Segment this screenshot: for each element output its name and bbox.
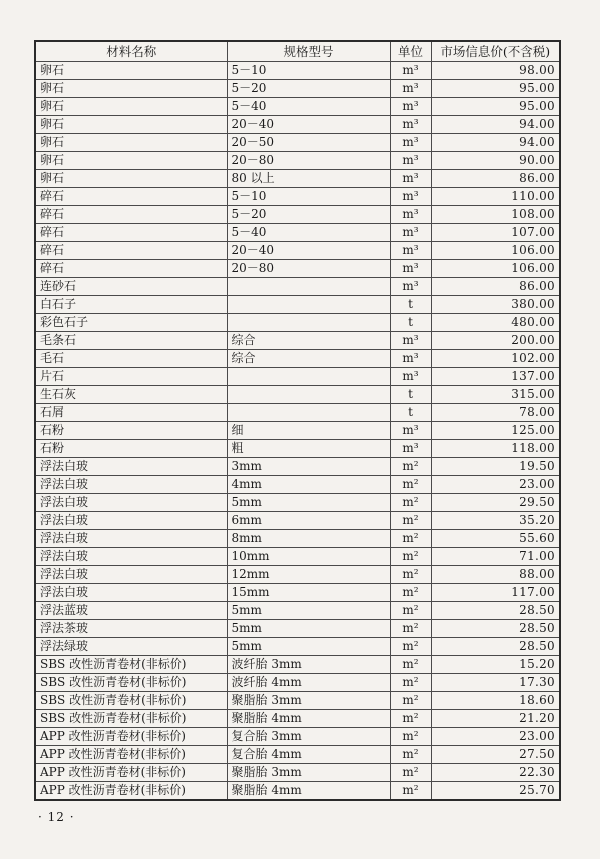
spec-cell: 10mm: [227, 547, 390, 565]
material-name-cell: 连砂石: [35, 277, 227, 295]
table-row: [35, 781, 560, 800]
material-name-cell: 石屑: [35, 403, 227, 421]
unit-cell: m³: [390, 241, 431, 259]
price-cell: 18.60: [431, 691, 560, 709]
spec-cell: [227, 367, 390, 385]
material-name-cell: 石粉: [35, 439, 227, 457]
table-row: [35, 277, 560, 295]
material-name-cell: APP 改性沥青卷材(非标价): [35, 727, 227, 745]
price-cell: 98.00: [431, 61, 560, 79]
price-cell: 110.00: [431, 187, 560, 205]
table-row: [35, 151, 560, 169]
table-row: [35, 169, 560, 187]
unit-cell: m²: [390, 619, 431, 637]
table-row: [35, 79, 560, 97]
material-name-cell: APP 改性沥青卷材(非标价): [35, 745, 227, 763]
spec-cell: 综合: [227, 331, 390, 349]
table-row: [35, 259, 560, 277]
unit-cell: m³: [390, 259, 431, 277]
table-row: [35, 547, 560, 565]
spec-cell: 聚脂胎 3mm: [227, 691, 390, 709]
material-name-cell: 毛石: [35, 349, 227, 367]
table-row: [35, 727, 560, 745]
unit-cell: m³: [390, 187, 431, 205]
table-row: [35, 241, 560, 259]
header-material-name: 材料名称: [35, 41, 227, 61]
material-name-cell: 浮法蓝玻: [35, 601, 227, 619]
material-name-cell: 卵石: [35, 169, 227, 187]
material-name-cell: 片石: [35, 367, 227, 385]
unit-cell: m²: [390, 709, 431, 727]
table-row: [35, 709, 560, 727]
unit-cell: m²: [390, 529, 431, 547]
material-name-cell: 浮法白玻: [35, 529, 227, 547]
spec-cell: 15mm: [227, 583, 390, 601]
spec-cell: 12mm: [227, 565, 390, 583]
table-row: [35, 439, 560, 457]
table-row: [35, 493, 560, 511]
spec-cell: 5mm: [227, 619, 390, 637]
spec-cell: 5－40: [227, 223, 390, 241]
price-cell: 125.00: [431, 421, 560, 439]
spec-cell: 5－40: [227, 97, 390, 115]
spec-cell: 聚脂胎 3mm: [227, 763, 390, 781]
table-row: [35, 637, 560, 655]
unit-cell: m³: [390, 115, 431, 133]
table-row: [35, 457, 560, 475]
table-row: [35, 115, 560, 133]
spec-cell: 聚脂胎 4mm: [227, 781, 390, 800]
material-name-cell: 卵石: [35, 79, 227, 97]
material-name-cell: 浮法白玻: [35, 475, 227, 493]
unit-cell: m²: [390, 763, 431, 781]
spec-cell: [227, 295, 390, 313]
unit-cell: t: [390, 385, 431, 403]
table-row: [35, 223, 560, 241]
spec-cell: 20－40: [227, 241, 390, 259]
material-name-cell: 彩色石子: [35, 313, 227, 331]
table-body: [35, 61, 560, 800]
header-spec-model: 规格型号: [227, 41, 390, 61]
price-cell: 19.50: [431, 457, 560, 475]
spec-cell: 20－80: [227, 259, 390, 277]
spec-cell: 5－20: [227, 205, 390, 223]
table-row: [35, 97, 560, 115]
table-row: [35, 691, 560, 709]
material-name-cell: 浮法白玻: [35, 457, 227, 475]
price-cell: 25.70: [431, 781, 560, 800]
unit-cell: m³: [390, 205, 431, 223]
table-row: [35, 475, 560, 493]
material-name-cell: 浮法白玻: [35, 493, 227, 511]
table-row: [35, 421, 560, 439]
spec-cell: 3mm: [227, 457, 390, 475]
price-cell: 15.20: [431, 655, 560, 673]
unit-cell: t: [390, 313, 431, 331]
table-row: [35, 619, 560, 637]
unit-cell: m²: [390, 745, 431, 763]
price-cell: 90.00: [431, 151, 560, 169]
price-table-container: [34, 40, 559, 801]
price-cell: 17.30: [431, 673, 560, 691]
price-cell: 86.00: [431, 169, 560, 187]
unit-cell: m²: [390, 673, 431, 691]
table-row: [35, 205, 560, 223]
unit-cell: m³: [390, 331, 431, 349]
material-name-cell: 碎石: [35, 223, 227, 241]
price-cell: 117.00: [431, 583, 560, 601]
price-cell: 29.50: [431, 493, 560, 511]
table-row: [35, 745, 560, 763]
table-row: [35, 133, 560, 151]
table-row: [35, 763, 560, 781]
spec-cell: 粗: [227, 439, 390, 457]
price-cell: 106.00: [431, 241, 560, 259]
price-cell: 102.00: [431, 349, 560, 367]
page-number: · 12 ·: [38, 810, 75, 824]
table-row: [35, 565, 560, 583]
material-name-cell: 碎石: [35, 241, 227, 259]
material-name-cell: 碎石: [35, 259, 227, 277]
unit-cell: m³: [390, 223, 431, 241]
unit-cell: m³: [390, 133, 431, 151]
price-cell: 88.00: [431, 565, 560, 583]
price-cell: 71.00: [431, 547, 560, 565]
price-cell: 35.20: [431, 511, 560, 529]
material-price-table: [34, 40, 561, 801]
table-row: [35, 385, 560, 403]
table-row: [35, 655, 560, 673]
price-cell: 95.00: [431, 79, 560, 97]
spec-cell: 20－50: [227, 133, 390, 151]
price-cell: 380.00: [431, 295, 560, 313]
price-cell: 78.00: [431, 403, 560, 421]
header-market-price: 市场信息价(不含税): [431, 41, 560, 61]
material-name-cell: SBS 改性沥青卷材(非标价): [35, 655, 227, 673]
material-name-cell: 石粉: [35, 421, 227, 439]
unit-cell: m²: [390, 727, 431, 745]
price-cell: 28.50: [431, 619, 560, 637]
unit-cell: m³: [390, 97, 431, 115]
spec-cell: 聚脂胎 4mm: [227, 709, 390, 727]
table-row: [35, 367, 560, 385]
unit-cell: m³: [390, 349, 431, 367]
unit-cell: m³: [390, 277, 431, 295]
spec-cell: [227, 277, 390, 295]
price-cell: 94.00: [431, 115, 560, 133]
price-cell: 21.20: [431, 709, 560, 727]
unit-cell: m³: [390, 367, 431, 385]
spec-cell: 4mm: [227, 475, 390, 493]
unit-cell: m²: [390, 601, 431, 619]
spec-cell: 复合胎 3mm: [227, 727, 390, 745]
material-name-cell: 浮法茶玻: [35, 619, 227, 637]
spec-cell: 5－10: [227, 187, 390, 205]
price-cell: 23.00: [431, 475, 560, 493]
unit-cell: m²: [390, 691, 431, 709]
unit-cell: m³: [390, 79, 431, 97]
table-row: [35, 349, 560, 367]
unit-cell: m³: [390, 421, 431, 439]
price-cell: 137.00: [431, 367, 560, 385]
unit-cell: m²: [390, 547, 431, 565]
price-cell: 108.00: [431, 205, 560, 223]
spec-cell: 8mm: [227, 529, 390, 547]
material-name-cell: 碎石: [35, 205, 227, 223]
unit-cell: t: [390, 295, 431, 313]
table-row: [35, 673, 560, 691]
price-cell: 200.00: [431, 331, 560, 349]
unit-cell: m²: [390, 655, 431, 673]
spec-cell: 6mm: [227, 511, 390, 529]
unit-cell: m³: [390, 439, 431, 457]
unit-cell: m³: [390, 61, 431, 79]
unit-cell: m²: [390, 781, 431, 800]
spec-cell: 5mm: [227, 601, 390, 619]
price-cell: 106.00: [431, 259, 560, 277]
unit-cell: m²: [390, 511, 431, 529]
table-row: [35, 331, 560, 349]
table-row: [35, 511, 560, 529]
material-name-cell: 浮法绿玻: [35, 637, 227, 655]
unit-cell: m²: [390, 457, 431, 475]
unit-cell: t: [390, 403, 431, 421]
table-header-row: [35, 41, 560, 61]
price-cell: 94.00: [431, 133, 560, 151]
price-cell: 28.50: [431, 601, 560, 619]
material-name-cell: 生石灰: [35, 385, 227, 403]
material-name-cell: 浮法白玻: [35, 565, 227, 583]
price-cell: 27.50: [431, 745, 560, 763]
material-name-cell: APP 改性沥青卷材(非标价): [35, 781, 227, 800]
material-name-cell: 碎石: [35, 187, 227, 205]
table-row: [35, 601, 560, 619]
table-row: [35, 529, 560, 547]
material-name-cell: 卵石: [35, 115, 227, 133]
material-name-cell: 白石子: [35, 295, 227, 313]
price-cell: 86.00: [431, 277, 560, 295]
price-cell: 23.00: [431, 727, 560, 745]
material-name-cell: SBS 改性沥青卷材(非标价): [35, 691, 227, 709]
spec-cell: [227, 385, 390, 403]
spec-cell: 5mm: [227, 637, 390, 655]
spec-cell: 5－10: [227, 61, 390, 79]
spec-cell: [227, 313, 390, 331]
unit-cell: m³: [390, 169, 431, 187]
price-cell: 118.00: [431, 439, 560, 457]
spec-cell: 综合: [227, 349, 390, 367]
price-cell: 480.00: [431, 313, 560, 331]
unit-cell: m²: [390, 565, 431, 583]
material-name-cell: 卵石: [35, 61, 227, 79]
header-unit: 单位: [390, 41, 431, 61]
unit-cell: m³: [390, 151, 431, 169]
table-row: [35, 403, 560, 421]
table-row: [35, 583, 560, 601]
spec-cell: 5mm: [227, 493, 390, 511]
table-row: [35, 313, 560, 331]
material-name-cell: 卵石: [35, 133, 227, 151]
spec-cell: 细: [227, 421, 390, 439]
spec-cell: 波纤胎 3mm: [227, 655, 390, 673]
table-row: [35, 295, 560, 313]
unit-cell: m²: [390, 583, 431, 601]
material-name-cell: 卵石: [35, 151, 227, 169]
price-cell: 315.00: [431, 385, 560, 403]
material-name-cell: 毛条石: [35, 331, 227, 349]
unit-cell: m²: [390, 475, 431, 493]
price-cell: 55.60: [431, 529, 560, 547]
material-name-cell: 浮法白玻: [35, 547, 227, 565]
price-cell: 22.30: [431, 763, 560, 781]
spec-cell: 复合胎 4mm: [227, 745, 390, 763]
table-row: [35, 187, 560, 205]
price-cell: 28.50: [431, 637, 560, 655]
material-name-cell: SBS 改性沥青卷材(非标价): [35, 709, 227, 727]
unit-cell: m²: [390, 637, 431, 655]
spec-cell: 20－80: [227, 151, 390, 169]
spec-cell: 80 以上: [227, 169, 390, 187]
price-cell: 95.00: [431, 97, 560, 115]
material-name-cell: 浮法白玻: [35, 511, 227, 529]
spec-cell: 5－20: [227, 79, 390, 97]
spec-cell: 波纤胎 4mm: [227, 673, 390, 691]
unit-cell: m²: [390, 493, 431, 511]
table-row: [35, 61, 560, 79]
spec-cell: [227, 403, 390, 421]
material-name-cell: APP 改性沥青卷材(非标价): [35, 763, 227, 781]
material-name-cell: 浮法白玻: [35, 583, 227, 601]
material-name-cell: 卵石: [35, 97, 227, 115]
spec-cell: 20－40: [227, 115, 390, 133]
material-name-cell: SBS 改性沥青卷材(非标价): [35, 673, 227, 691]
price-cell: 107.00: [431, 223, 560, 241]
